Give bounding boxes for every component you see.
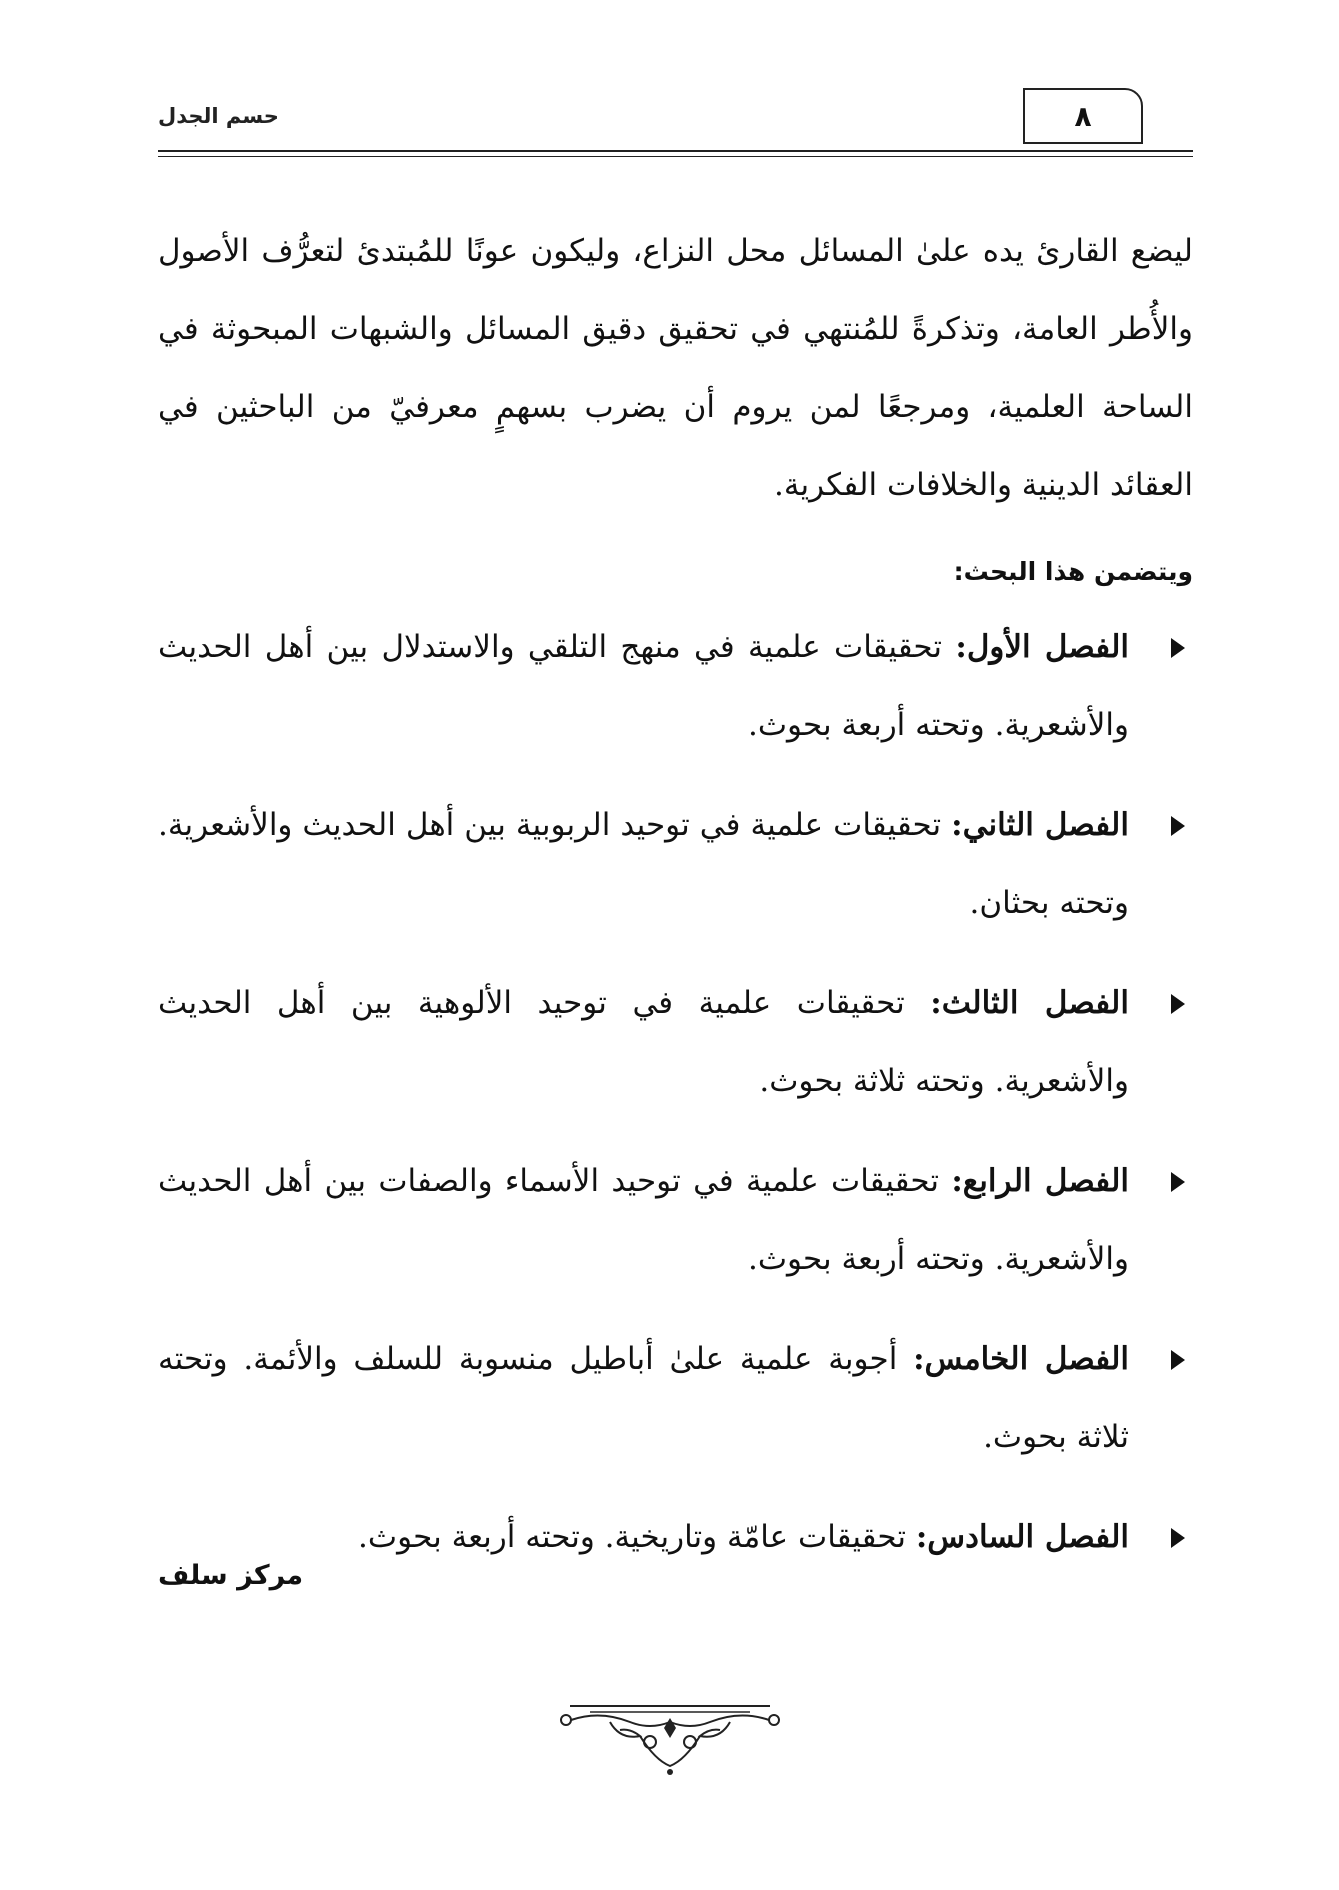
header-rule-thick [158, 150, 1193, 152]
intro-paragraph: ليضع القارئ يده علىٰ المسائل محل النزاع، وليكون عونًا للمُبتدئ لتعرُّف الأصول والأُطر العامة، وتذكرةً للمُنتهي في تحقيق دقيق المسائل والشبهات المبحوثة في الساحة العلمية، ومرجعًا لمن يروم أن يضرب بسهمٍ معرفيّ من الباحثين في العقائد الدينية والخلافات الفكرية. [158, 233, 1193, 503]
section-heading: ويتضمن هذا البحث: [953, 557, 1193, 586]
chapter-description: تحقيقات علمية في توحيد الأسماء والصفات بين أهل الحديث والأشعرية. وتحته أربعة بحوث. [158, 1163, 1129, 1277]
chapter-name: الفصل الأول: [955, 629, 1130, 665]
chapter-item [158, 608, 1193, 764]
chapter-name: الفصل السادس: [915, 1519, 1129, 1555]
chapter-description: أجوبة علمية علىٰ أباطيل منسوبة للسلف والأئمة. وتحته ثلاثة بحوث. [158, 1341, 1129, 1455]
chapter-item [158, 1320, 1193, 1476]
chapter-description: تحقيقات عامّة وتاريخية. وتحته أربعة بحوث. [358, 1519, 916, 1555]
floral-ornament-icon [550, 1700, 790, 1780]
chapter-name: الفصل الخامس: [913, 1341, 1130, 1377]
chapter-item [158, 964, 1193, 1120]
chapter-name: الفصل الرابع: [951, 1163, 1129, 1199]
chapter-item [158, 786, 1193, 942]
page-content [158, 212, 1193, 1598]
triangle-right-icon [1171, 638, 1185, 658]
chapter-name: الفصل الثالث: [930, 985, 1129, 1021]
page-header [158, 88, 1193, 158]
signature: مركز سلف [158, 1560, 304, 1591]
triangle-right-icon [1171, 994, 1185, 1014]
header-rule-thin [158, 156, 1193, 157]
chapter-description: تحقيقات علمية في توحيد الألوهية بين أهل الحديث والأشعرية. وتحته ثلاثة بحوث. [158, 985, 1129, 1099]
chapter-description: تحقيقات علمية في منهج التلقي والاستدلال بين أهل الحديث والأشعرية. وتحته أربعة بحوث. [158, 629, 1129, 743]
book-title: حسم الجدل [158, 104, 279, 128]
triangle-right-icon [1171, 1528, 1185, 1548]
chapter-item [158, 1142, 1193, 1298]
chapter-description: تحقيقات علمية في توحيد الربوبية بين أهل الحديث والأشعرية. وتحته بحثان. [158, 807, 1129, 921]
page-number-box [1023, 88, 1143, 144]
triangle-right-icon [1171, 816, 1185, 836]
triangle-right-icon [1171, 1172, 1185, 1192]
triangle-right-icon [1171, 1350, 1185, 1370]
chapter-list [158, 608, 1193, 1576]
chapter-name: الفصل الثاني: [951, 807, 1129, 843]
page-number: ٨ [1074, 99, 1092, 133]
